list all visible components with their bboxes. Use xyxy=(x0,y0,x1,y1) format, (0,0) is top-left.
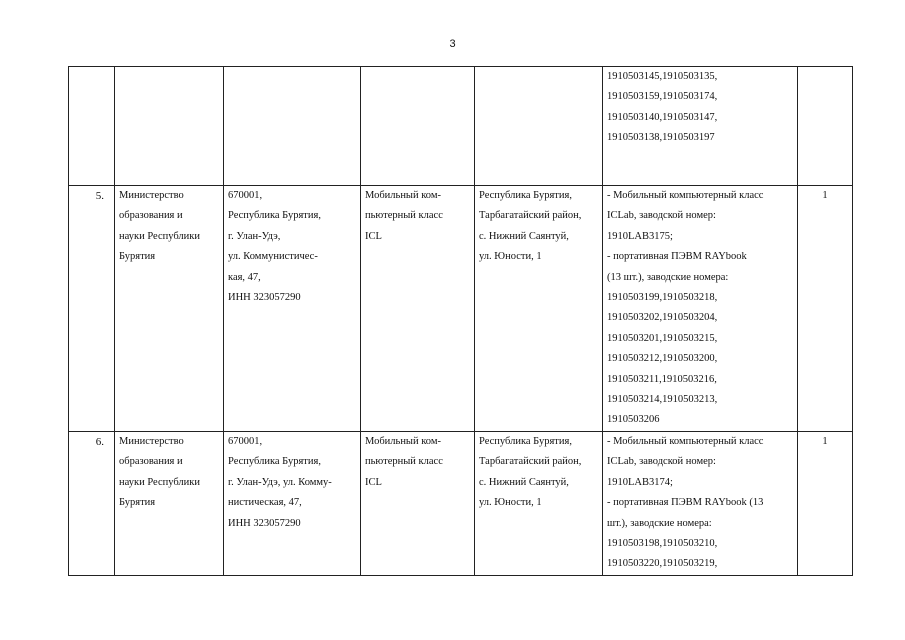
cell-text-line: - Мобильный компьютерный класс xyxy=(607,190,764,201)
cell-text-line: 1910503202,1910503204, xyxy=(607,312,718,324)
equipment-details-cell xyxy=(603,186,798,432)
cell-text: 5. xyxy=(95,190,104,202)
cell-text-line: 1910503198,1910503210, xyxy=(607,537,718,549)
cell-text: 1 xyxy=(822,435,828,447)
cell-text-line: 1910503220,1910503219, xyxy=(607,558,718,570)
cell-text-line: ICLab, заводской номер: xyxy=(607,456,716,468)
location-cell xyxy=(475,186,603,432)
cell-text-line: науки Республики xyxy=(119,230,201,242)
cell-text-line: ICL xyxy=(365,230,382,242)
cell-text-line: науки Республики xyxy=(119,476,201,488)
table-row xyxy=(69,431,853,575)
cell-text-line: 1910503211,1910503216, xyxy=(607,373,717,385)
equipment-details-cell xyxy=(603,431,798,575)
cell-text-line: 1910503159,1910503174, xyxy=(607,91,718,103)
cell-text-line: 1910503140,1910503147, xyxy=(607,111,718,123)
cell-text: 1 xyxy=(822,190,828,201)
cell-text-line: с. Нижний Саянтуй, xyxy=(479,230,569,242)
cell-text-line: 1910503138,1910503197 xyxy=(607,132,715,144)
quantity-cell xyxy=(798,431,853,575)
cell-text-line: Мобильный ком- xyxy=(365,190,441,201)
location-cell xyxy=(475,431,603,575)
quantity-cell xyxy=(798,186,853,432)
cell-text-line: 670001, xyxy=(228,435,263,447)
cell-text-line: 670001, xyxy=(228,190,263,201)
cell-text-line: ИНН 323057290 xyxy=(228,292,301,304)
address-cell xyxy=(224,186,361,432)
row-number-cell xyxy=(69,431,115,575)
table-row xyxy=(69,67,853,186)
cell-text-line: - Мобильный компьютерный класс xyxy=(607,435,764,447)
cell-text-line: 1910503199,1910503218, xyxy=(607,292,718,304)
cell-text-line: Бурятия xyxy=(119,497,156,509)
cell-text-line: Республика Бурятия, xyxy=(228,210,321,222)
row-number-cell xyxy=(69,186,115,432)
cell-text-line: Республика Бурятия, xyxy=(479,190,572,201)
address-cell xyxy=(224,67,361,186)
cell-text-line: Министерство xyxy=(119,190,184,201)
equipment-name-cell xyxy=(361,186,475,432)
cell-text-line: образования и xyxy=(119,456,183,468)
cell-text-line: ул. Коммунистичес- xyxy=(228,251,318,263)
cell-text-line: - портативная ПЭВМ RAYbook xyxy=(607,251,747,263)
cell-text-line: нистическая, 47, xyxy=(228,497,302,509)
cell-text-line: 1910LAB3174; xyxy=(607,476,673,488)
cell-text-line: пьютерный класс xyxy=(365,456,443,468)
cell-text-line: г. Улан-Удэ, xyxy=(228,230,281,242)
cell-text-line: Республика Бурятия, xyxy=(228,456,321,468)
quantity-cell xyxy=(798,67,853,186)
cell-text-line: 1910LAB3175; xyxy=(607,230,673,242)
cell-text-line: кая, 47, xyxy=(228,271,261,283)
cell-text-line: г. Улан-Удэ, ул. Комму- xyxy=(228,476,332,488)
cell-text-line: 1910503206 xyxy=(607,414,660,426)
cell-text-line: Мобильный ком- xyxy=(365,435,441,447)
cell-text-line: ICL xyxy=(365,476,382,488)
organization-cell xyxy=(115,186,224,432)
equipment-details-cell xyxy=(603,67,798,186)
cell-text-line: Бурятия xyxy=(119,251,156,263)
row-number-cell xyxy=(69,67,115,186)
cell-text: 6. xyxy=(95,435,104,448)
equipment-table xyxy=(68,66,853,576)
cell-text-line: шт.), заводские номера: xyxy=(607,517,712,529)
organization-cell xyxy=(115,431,224,575)
location-cell xyxy=(475,67,603,186)
address-cell xyxy=(224,431,361,575)
cell-text-line: Министерство xyxy=(119,435,184,447)
cell-text-line: - портативная ПЭВМ RAYbook (13 xyxy=(607,497,764,509)
cell-text-line: Тарбагатайский район, xyxy=(479,456,582,468)
cell-text-line: образования и xyxy=(119,210,183,222)
cell-text-line: 1910503201,1910503215, xyxy=(607,332,718,344)
cell-text-line: (13 шт.), заводские номера: xyxy=(607,271,729,283)
organization-cell xyxy=(115,67,224,186)
cell-text-line: с. Нижний Саянтуй, xyxy=(479,476,569,488)
page-number: 3 xyxy=(449,38,456,50)
cell-text-line: ул. Юности, 1 xyxy=(479,497,542,509)
cell-text-line: Тарбагатайский район, xyxy=(479,210,582,222)
cell-text-line: ул. Юности, 1 xyxy=(479,251,542,263)
equipment-name-cell xyxy=(361,431,475,575)
cell-text-line: 1910503145,1910503135, xyxy=(607,71,718,82)
cell-text-line: 1910503212,1910503200, xyxy=(607,353,718,365)
cell-text-line: пьютерный класс xyxy=(365,210,443,222)
table-row xyxy=(69,186,853,432)
cell-text-line: Республика Бурятия, xyxy=(479,435,572,447)
cell-text-line: ИНН 323057290 xyxy=(228,517,301,529)
cell-text-line: 1910503214,1910503213, xyxy=(607,394,718,406)
cell-text-line: ICLab, заводской номер: xyxy=(607,210,716,222)
equipment-name-cell xyxy=(361,67,475,186)
